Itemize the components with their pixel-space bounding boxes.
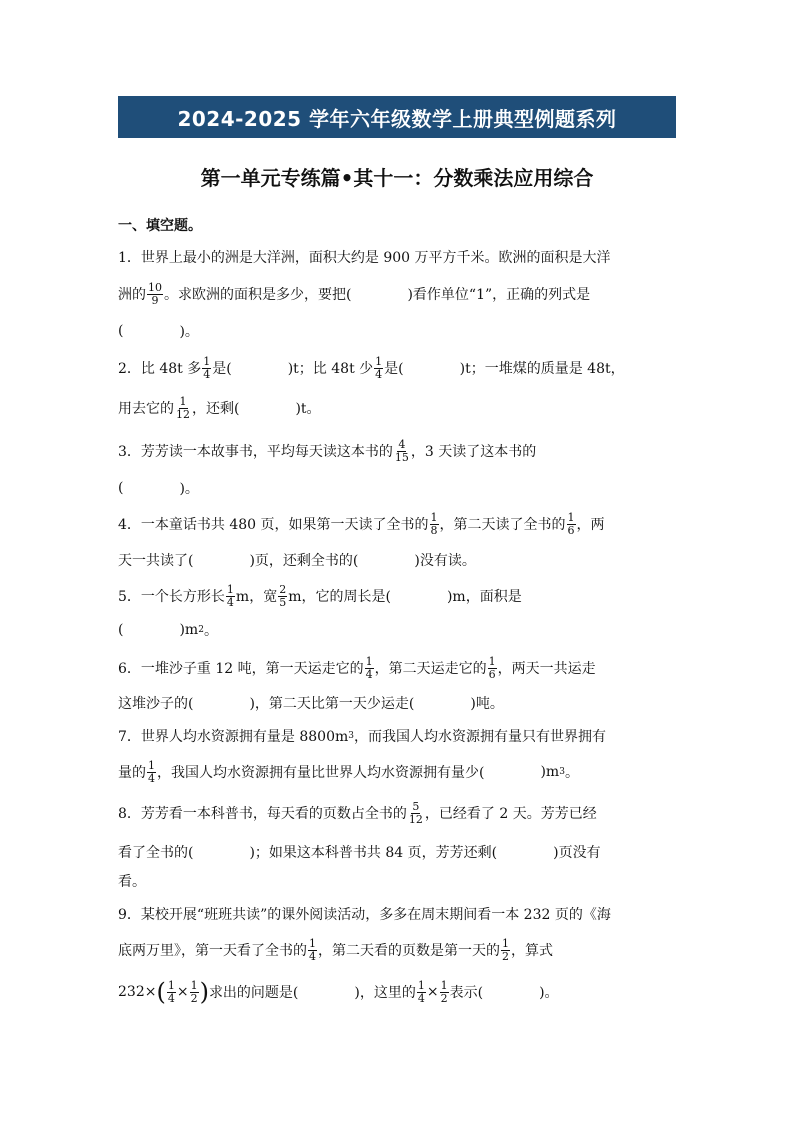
- q2-fraction-1: [202, 356, 211, 380]
- q7-line2: [118, 757, 579, 787]
- q5-f1-num: 1: [226, 582, 234, 596]
- q9-f4-num: 1: [190, 978, 198, 992]
- q1-text-d: )看作单位“1”，正确的列式是: [407, 287, 591, 303]
- q2-fraction-3: [175, 396, 191, 420]
- q4-text-d: 天一共读了(: [118, 553, 194, 569]
- q7-text-d: ，我国人均水资源拥有量比世界人均水资源拥有量少(: [157, 765, 485, 781]
- q8-f1-den: 12: [408, 812, 423, 826]
- q9-f4-den: 2: [190, 991, 198, 1005]
- q4-text-e: )页，还剩全书的(: [249, 553, 359, 569]
- q5-f1-den: 4: [226, 595, 234, 609]
- q3-text-d: )。: [179, 481, 199, 497]
- q4-fraction-2: [567, 512, 576, 536]
- q2-line1: [118, 353, 625, 383]
- q2-text-a: 2．比 48t 多: [118, 361, 202, 377]
- q7-sup-1: 3: [348, 731, 354, 741]
- q3-f1-den: 15: [394, 450, 409, 464]
- q2-f1-den: 4: [203, 367, 211, 381]
- q6-fraction-1: [365, 656, 374, 680]
- q2-line2: [118, 393, 321, 423]
- q6-text-e: )，第二天比第一天少运走(: [249, 696, 415, 712]
- q4-f2-num: 1: [567, 510, 575, 524]
- q2-text-c: )t；比 48t 少: [287, 361, 374, 377]
- q9-right-paren: ): [199, 978, 209, 1006]
- q6-f2-num: 1: [488, 654, 496, 668]
- q4-text-f: )没有读。: [414, 553, 476, 569]
- q9-f1-num: 1: [309, 936, 316, 950]
- q9-f5-den: 4: [417, 991, 425, 1005]
- q7-line1: [118, 721, 606, 751]
- q6-fraction-2: [488, 656, 497, 680]
- q8-line2: [118, 837, 601, 867]
- q1-text-a: 1．世界上最小的洲是大洋洲，面积大约是 900 万平方千米。欧洲的面积是大洋: [118, 250, 611, 266]
- q9-fraction-5: [417, 980, 426, 1004]
- q9-text-i: 表示(: [449, 985, 484, 1001]
- q9-text-b: 底两万里》，第一天看了全书的: [118, 943, 307, 959]
- q6-line2: [118, 688, 504, 718]
- q1-frac-num: 10: [148, 280, 162, 294]
- q7-text-e: )m: [540, 764, 560, 780]
- q9-f3-num: 1: [167, 978, 175, 992]
- q3-text-a: 3．芳芳读一本故事书，平均每天读这本书的: [118, 444, 393, 460]
- q9-f3-den: 4: [167, 991, 175, 1005]
- q7-fraction: [147, 760, 156, 784]
- q4-text-a: 4．一本童话书共 480 页，如果第一天读了全书的: [118, 517, 429, 533]
- q1-line3: [118, 316, 199, 346]
- q1-text-e: (: [118, 323, 124, 339]
- q5-line1: [118, 581, 522, 611]
- section-heading: 一、填空题。: [118, 218, 202, 234]
- q7-sup-2: 3: [559, 767, 565, 777]
- q6-text-b: ，第二天运走它的: [374, 661, 487, 677]
- q9-text-d: ，算式: [511, 943, 553, 959]
- q6-text-f: )吨。: [470, 696, 504, 712]
- q4-line2: [118, 545, 476, 575]
- q6-line1: [118, 653, 596, 683]
- q2-text-g: 用去它的: [118, 401, 174, 417]
- q9-fraction-1: [308, 938, 317, 962]
- q5-text-c: m，它的周长是(: [288, 589, 391, 605]
- q4-line1: [118, 509, 605, 539]
- q5-text-f: )m: [179, 622, 199, 638]
- q5-line2: [118, 615, 218, 645]
- q9-fraction-2: [501, 938, 510, 962]
- q9-text-a: 9．某校开展“班班共读”的课外阅读活动，多多在周末期间看一本 232 页的《海: [118, 907, 611, 923]
- q2-text-h: ，还剩(: [192, 401, 240, 417]
- q9-f6-num: 1: [440, 978, 448, 992]
- q9-line2: [118, 935, 553, 965]
- q7-text-c: 量的: [118, 765, 146, 781]
- q9-text-c: ，第二天看的页数是第一天的: [318, 943, 500, 959]
- q5-text-e: (: [118, 622, 124, 638]
- q6-f1-den: 4: [365, 667, 373, 681]
- q5-text-g: 。: [203, 623, 218, 639]
- q8-fraction: [408, 801, 424, 825]
- q8-text-b: ，已经看了 2 天。芳芳已经: [424, 806, 597, 822]
- q9-f2-den: 2: [502, 949, 509, 963]
- q8-line3: [118, 866, 146, 896]
- q9-line1: [118, 899, 611, 929]
- q9-f5-num: 1: [417, 978, 425, 992]
- q9-line3: [118, 977, 559, 1007]
- q8-text-d: )；如果这本科普书共 84 页，芳芳还剩(: [249, 845, 498, 861]
- q2-fraction-2: [374, 356, 383, 380]
- q3-line2: [118, 473, 199, 503]
- q5-text-a: 5．一个长方形长: [118, 589, 225, 605]
- q9-text-h: )，这里的: [354, 985, 416, 1001]
- q2-f2-num: 1: [375, 354, 383, 368]
- q9-left-paren: (: [156, 978, 166, 1006]
- q5-text-b: m，宽: [235, 589, 278, 605]
- q6-f1-num: 1: [365, 654, 373, 668]
- q2-text-i: )t。: [295, 401, 321, 417]
- q9-text-e: 232×: [118, 984, 157, 1000]
- q5-text-d: )m，面积是: [446, 589, 522, 605]
- subtitle: 第一单元专练篇•其十一：分数乘法应用综合: [200, 166, 594, 190]
- q8-line1: [118, 798, 597, 828]
- q9-f6-den: 2: [440, 991, 448, 1005]
- q5-sup: 2: [198, 625, 204, 635]
- q8-text-f: 看。: [118, 874, 146, 890]
- q9-fraction-3: [167, 980, 176, 1004]
- q2-text-b: 是(: [212, 361, 232, 377]
- q4-f1-num: 1: [430, 510, 438, 524]
- q6-text-a: 6．一堆沙子重 12 吨，第一天运走它的: [118, 661, 364, 677]
- q9-fraction-6: [440, 980, 449, 1004]
- q1-frac-den: 9: [151, 293, 159, 307]
- q4-f2-den: 6: [567, 523, 575, 537]
- q7-text-f: 。: [564, 765, 579, 781]
- q2-f1-num: 1: [203, 354, 211, 368]
- q8-text-c: 看了全书的(: [118, 845, 194, 861]
- q1-text-f: )。: [179, 324, 199, 340]
- q9-fraction-4: [190, 980, 199, 1004]
- q7-f1-den: 4: [148, 771, 155, 785]
- q6-text-c: ，两天一共运走: [497, 661, 596, 677]
- q7-text-b: ，而我国人均水资源拥有量只有世界拥有: [354, 729, 606, 745]
- q3-line1: [118, 436, 536, 466]
- q8-f1-num: 5: [412, 799, 420, 813]
- q5-fraction-2: [278, 584, 287, 608]
- q6-text-d: 这堆沙子的(: [118, 696, 194, 712]
- q4-text-c: ，两: [576, 517, 605, 533]
- q2-text-d: 是(: [384, 361, 404, 377]
- q3-fraction: [394, 439, 410, 463]
- q2-f2-den: 4: [375, 367, 383, 381]
- q9-text-g: 求出的问题是(: [208, 985, 299, 1001]
- q1-text-b: 洲的: [118, 287, 146, 303]
- q9-text-j: )。: [539, 985, 559, 1001]
- q1-line2: [118, 279, 590, 309]
- q7-text-a: 7．世界人均水资源拥有量是 8800m: [118, 729, 349, 745]
- q2-f3-num: 1: [179, 394, 187, 408]
- title-text: 2024-2025 学年六年级数学上册典型例题系列: [177, 106, 617, 131]
- q7-f1-num: 1: [148, 758, 155, 772]
- q3-text-b: ，3 天读了这本书的: [410, 444, 537, 460]
- q1-fraction: [147, 282, 163, 306]
- q2-f3-den: 12: [176, 407, 190, 421]
- q5-fraction-1: [226, 584, 235, 608]
- q8-text-a: 8．芳芳看一本科普书，每天看的页数占全书的: [118, 806, 407, 822]
- q8-text-e: )页没有: [553, 845, 601, 861]
- q9-times-1: ×: [176, 984, 189, 1000]
- q9-f2-num: 1: [502, 936, 509, 950]
- q5-f2-den: 5: [279, 595, 287, 609]
- q3-f1-num: 4: [398, 437, 406, 451]
- q1-line1: [118, 242, 611, 272]
- q3-text-c: (: [118, 480, 124, 496]
- q2-text-e: )t；一堆煤的质量是 48t，: [459, 361, 625, 377]
- q4-f1-den: 8: [430, 523, 438, 537]
- q4-fraction-1: [430, 512, 439, 536]
- q4-text-b: ，第二天读了全书的: [439, 517, 566, 533]
- q5-f2-num: 2: [279, 582, 287, 596]
- q6-f2-den: 6: [488, 667, 496, 681]
- q1-text-c: 。求欧洲的面积是多少，要把(: [164, 287, 352, 303]
- title-banner: [118, 96, 676, 138]
- q9-f1-den: 4: [309, 949, 316, 963]
- q9-times-2: ×: [426, 984, 439, 1000]
